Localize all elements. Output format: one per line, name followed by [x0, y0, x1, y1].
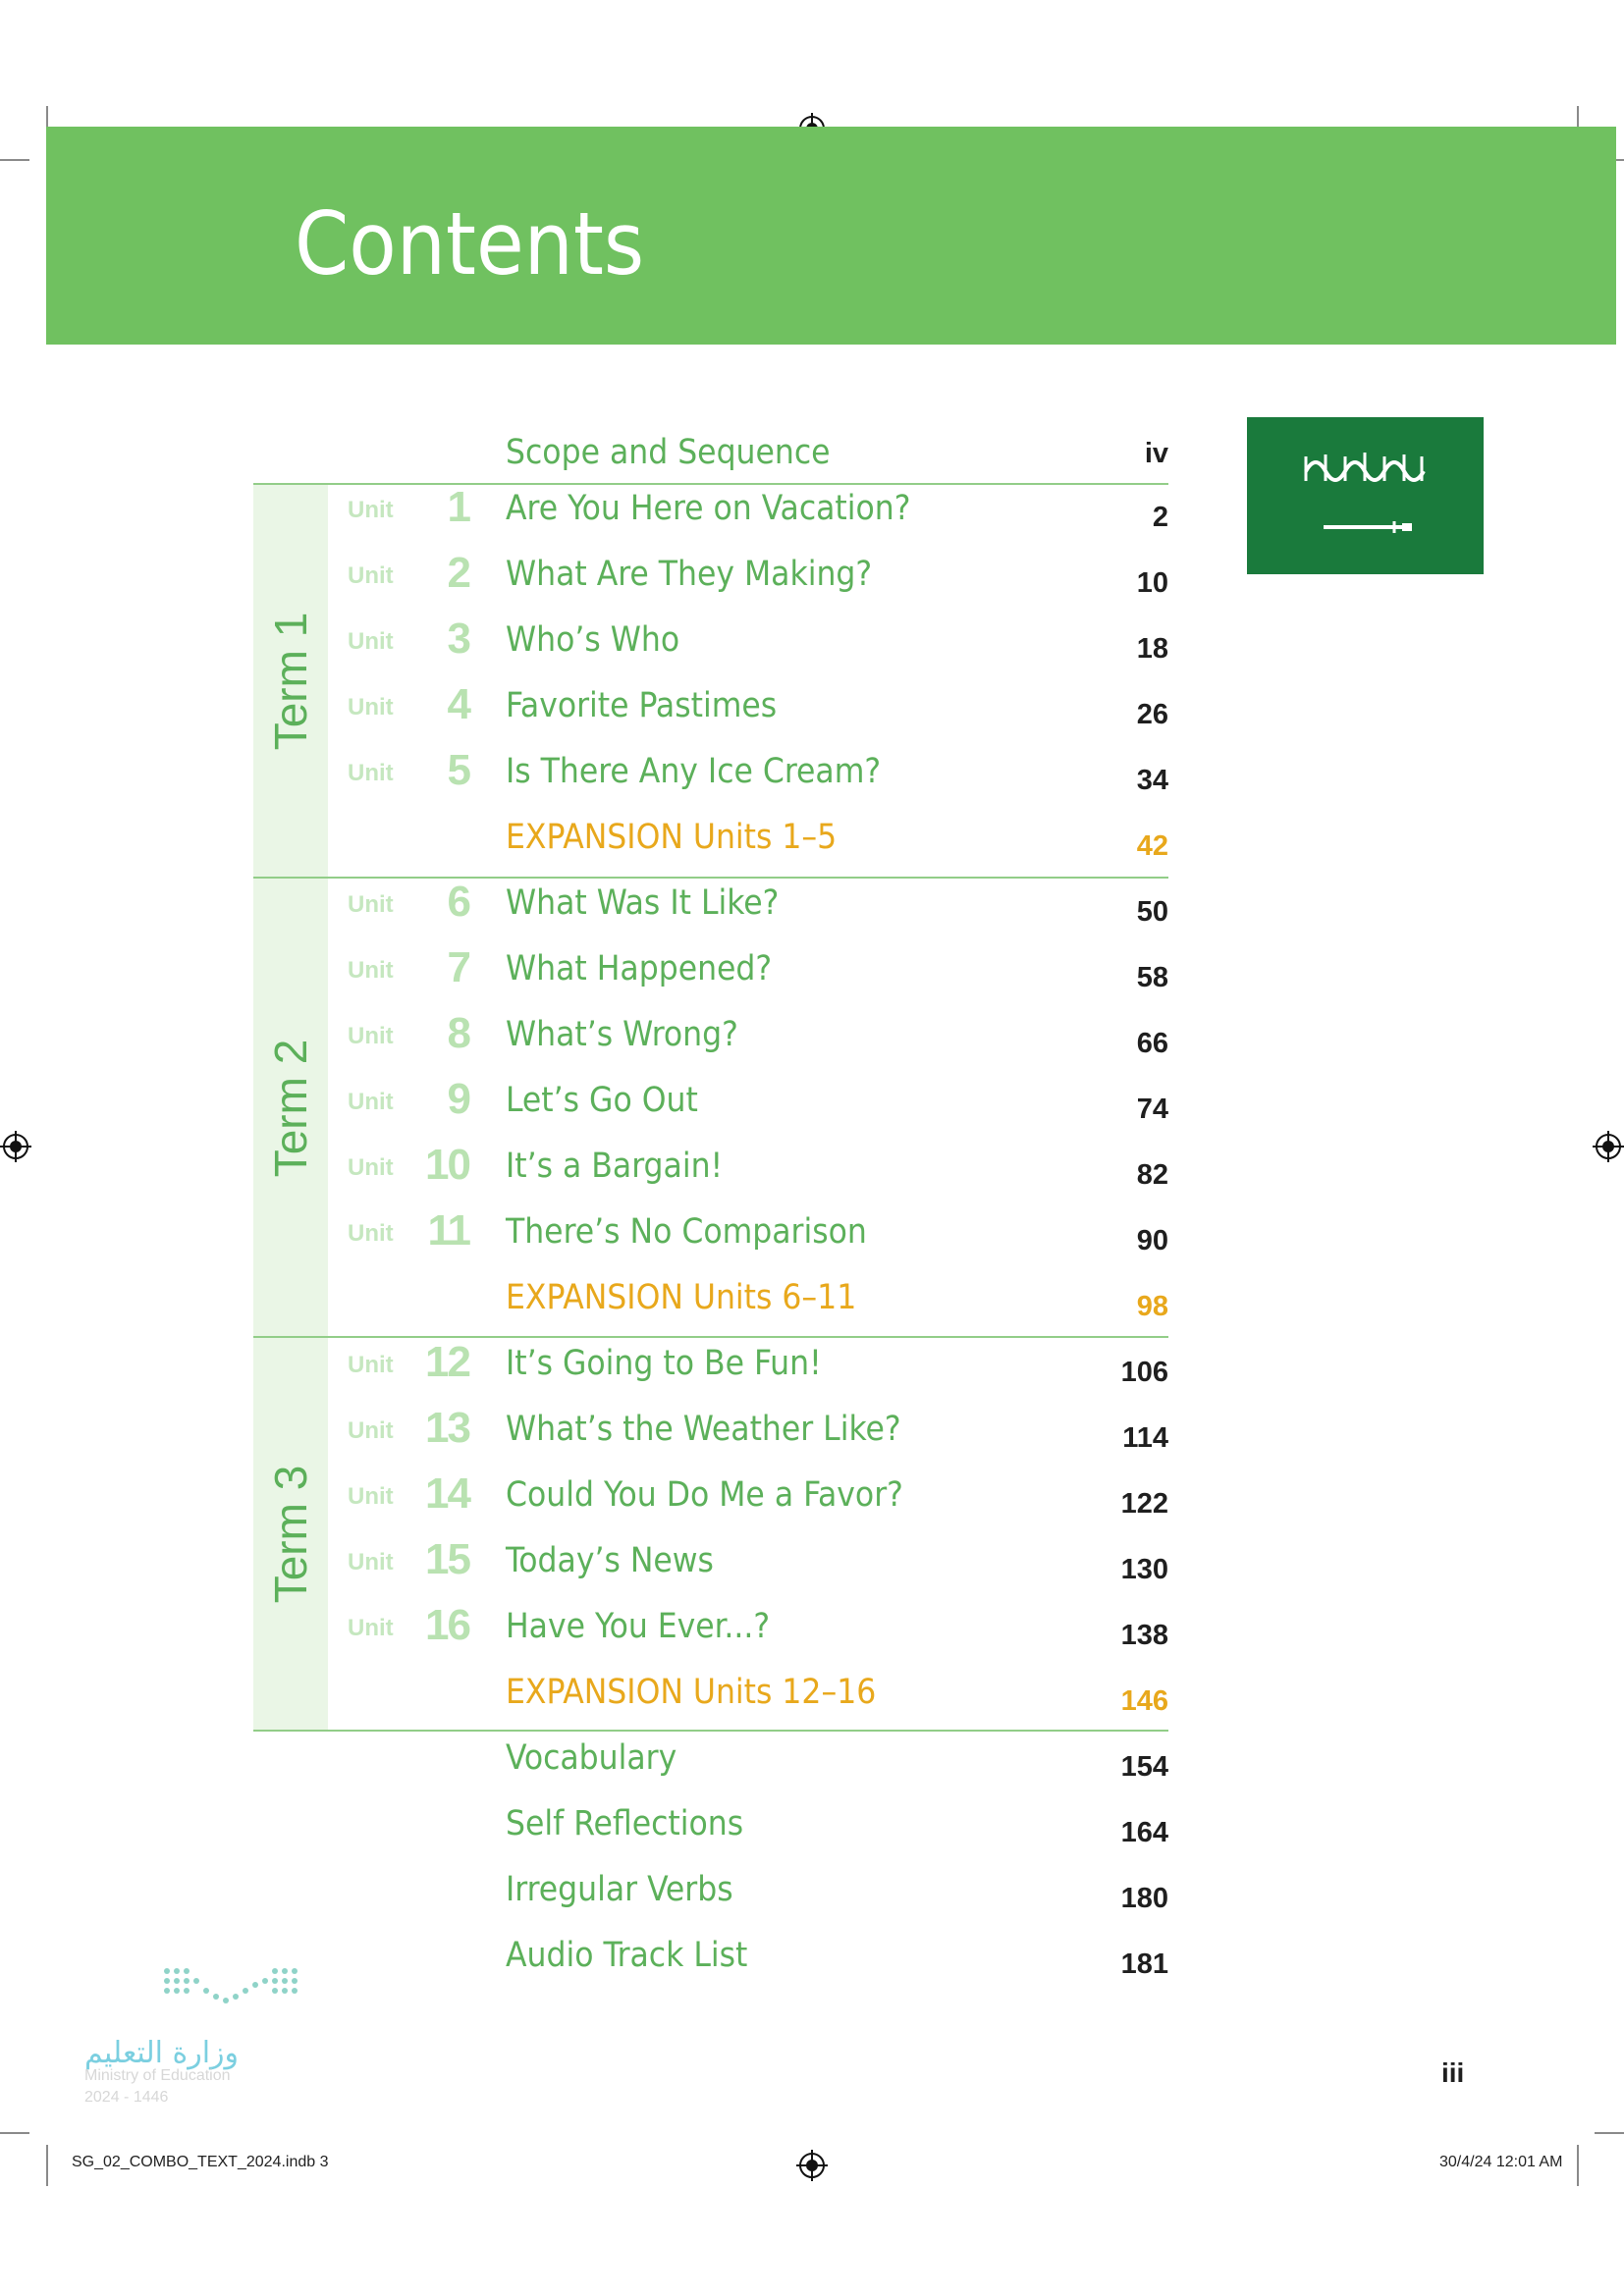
toc-title: It’s Going to Be Fun!: [506, 1344, 822, 1383]
toc-title: What Happened?: [506, 949, 773, 988]
toc-title: Vocabulary: [506, 1738, 677, 1778]
unit-number: 15: [425, 1535, 469, 1583]
toc-page: 2: [1152, 502, 1168, 533]
unit-number: 11: [427, 1206, 469, 1255]
unit-word: Unit: [348, 760, 394, 786]
toc-page: 154: [1120, 1751, 1168, 1783]
toc-page: 98: [1136, 1291, 1168, 1322]
toc-row-extra[interactable]: [253, 1916, 1168, 1981]
print-timestamp: 30/4/24 12:01 AM: [1439, 2154, 1563, 2170]
unit-number: 12: [425, 1338, 469, 1386]
ministry-arabic-name: وزارة التعليم: [84, 2036, 240, 2070]
toc-page: 114: [1122, 1422, 1168, 1454]
registration-mark-icon: [0, 1131, 31, 1162]
toc-title: Could You Do Me a Favor?: [506, 1475, 903, 1515]
unit-number: 8: [447, 1009, 469, 1057]
toc-row-extra[interactable]: [253, 1785, 1168, 1849]
toc-title: What Are They Making?: [506, 555, 873, 594]
unit-word: Unit: [348, 957, 394, 984]
term-label: Term 1: [265, 612, 316, 751]
unit-word: Unit: [348, 1154, 394, 1181]
unit-word: Unit: [348, 1615, 394, 1641]
toc-page: 26: [1136, 699, 1168, 730]
toc-page: 82: [1136, 1159, 1168, 1191]
toc-page: 90: [1136, 1225, 1168, 1256]
unit-number: 13: [425, 1404, 469, 1452]
toc-page: 58: [1136, 962, 1168, 993]
unit-number: 14: [425, 1469, 469, 1518]
toc-row-unit[interactable]: [253, 667, 1168, 731]
ministry-year: 2024 - 1446: [84, 2089, 169, 2106]
toc-title: Have You Ever...?: [506, 1607, 771, 1646]
unit-number: 7: [447, 943, 469, 991]
saudi-flag: [1247, 417, 1484, 574]
unit-number: 5: [447, 746, 469, 794]
toc-page: 164: [1120, 1817, 1168, 1848]
unit-word: Unit: [348, 1417, 394, 1444]
toc-title: It’s a Bargain!: [506, 1147, 724, 1186]
toc-row-unit[interactable]: [253, 1587, 1168, 1652]
unit-number: 9: [447, 1075, 469, 1123]
toc-title: Favorite Pastimes: [506, 686, 778, 725]
unit-number: 3: [447, 614, 469, 663]
registration-mark-icon: [796, 2150, 828, 2181]
toc-page: 42: [1136, 830, 1168, 862]
unit-number: 16: [425, 1601, 469, 1649]
unit-word: Unit: [348, 1023, 394, 1049]
toc-row-unit[interactable]: [253, 995, 1168, 1060]
toc-title: Self Reflections: [506, 1804, 744, 1843]
toc-title: EXPANSION Units 1–5: [506, 818, 838, 857]
toc-row-unit[interactable]: [253, 732, 1168, 797]
unit-number: 4: [447, 680, 469, 728]
toc-page: 66: [1136, 1028, 1168, 1059]
toc-page: 130: [1120, 1554, 1168, 1585]
toc-page: 10: [1136, 567, 1168, 599]
unit-word: Unit: [348, 562, 394, 589]
toc-row-extra[interactable]: [253, 1850, 1168, 1915]
toc-row-expansion[interactable]: [253, 1258, 1168, 1323]
unit-word: Unit: [348, 1549, 394, 1575]
toc-row-expansion[interactable]: [253, 798, 1168, 863]
toc-row-unit[interactable]: [253, 864, 1168, 929]
toc-title: Audio Track List: [506, 1936, 748, 1975]
toc-title: Who’s Who: [506, 620, 680, 660]
header-banner: [46, 127, 1616, 345]
toc-title: Irregular Verbs: [506, 1870, 733, 1909]
unit-word: Unit: [348, 628, 394, 655]
flag-emblem-icon: [1247, 417, 1484, 574]
toc-title: EXPANSION Units 12–16: [506, 1673, 877, 1712]
toc-row-unit[interactable]: [253, 1456, 1168, 1521]
toc-title: What’s Wrong?: [506, 1015, 738, 1054]
toc-row-unit[interactable]: [253, 1324, 1168, 1389]
toc-row-unit[interactable]: [253, 1522, 1168, 1586]
registration-mark-icon: [1593, 1131, 1624, 1162]
unit-number: 1: [447, 483, 469, 531]
toc-page: 18: [1136, 633, 1168, 665]
toc-row-unit[interactable]: [253, 535, 1168, 600]
crop-mark: [0, 2132, 29, 2134]
toc-row-unit[interactable]: [253, 1193, 1168, 1257]
toc-row-unit[interactable]: [253, 1127, 1168, 1192]
crop-mark: [1577, 2145, 1579, 2186]
term-label: Term 2: [265, 1039, 316, 1177]
unit-word: Unit: [348, 891, 394, 918]
toc-page: 74: [1136, 1094, 1168, 1125]
toc-page: 106: [1120, 1357, 1168, 1388]
unit-word: Unit: [348, 694, 394, 721]
crop-mark: [1595, 2132, 1624, 2134]
toc-title: Let’s Go Out: [506, 1081, 698, 1120]
toc-title: What’s the Weather Like?: [506, 1410, 901, 1449]
toc-page: 146: [1120, 1685, 1168, 1717]
unit-number: 6: [447, 878, 469, 926]
toc-row-unit[interactable]: [253, 469, 1168, 534]
ministry-english-name: Ministry of Education: [84, 2067, 231, 2084]
toc-title: Scope and Sequence: [506, 433, 831, 472]
unit-number: 2: [447, 549, 469, 597]
page-number: iii: [1441, 2057, 1465, 2088]
unit-word: Unit: [348, 1089, 394, 1115]
toc-title: EXPANSION Units 6–11: [506, 1278, 857, 1317]
toc-title: Today’s News: [506, 1541, 714, 1580]
unit-word: Unit: [348, 497, 394, 523]
crop-mark: [0, 159, 29, 161]
toc-row-extra[interactable]: [253, 1719, 1168, 1784]
unit-word: Unit: [348, 1220, 394, 1247]
toc-page: 34: [1136, 765, 1168, 796]
toc-row-unit[interactable]: [253, 1390, 1168, 1455]
ministry-logo: [84, 1961, 340, 2109]
toc-row-unit[interactable]: [253, 1061, 1168, 1126]
unit-word: Unit: [348, 1352, 394, 1378]
unit-number: 10: [425, 1141, 469, 1189]
crop-mark: [46, 2145, 48, 2186]
page-title: Contents: [295, 193, 645, 294]
toc-row-unit[interactable]: [253, 930, 1168, 994]
term-label: Term 3: [265, 1465, 316, 1604]
toc-title: What Was It Like?: [506, 883, 780, 923]
toc-page: iv: [1144, 438, 1168, 469]
toc-page: 122: [1120, 1488, 1168, 1520]
toc-title: There’s No Comparison: [506, 1212, 867, 1252]
toc-page: 50: [1136, 896, 1168, 928]
toc-title: Is There Any Ice Cream?: [506, 752, 882, 791]
toc-row-expansion[interactable]: [253, 1653, 1168, 1718]
unit-word: Unit: [348, 1483, 394, 1510]
toc-page: 138: [1120, 1620, 1168, 1651]
toc-row-unit[interactable]: [253, 601, 1168, 666]
file-slug: SG_02_COMBO_TEXT_2024.indb 3: [72, 2154, 329, 2170]
toc-page: 180: [1120, 1883, 1168, 1914]
toc-page: 181: [1120, 1949, 1168, 1980]
ministry-dots-icon: [84, 1961, 340, 2020]
toc-title: Are You Here on Vacation?: [506, 489, 911, 528]
